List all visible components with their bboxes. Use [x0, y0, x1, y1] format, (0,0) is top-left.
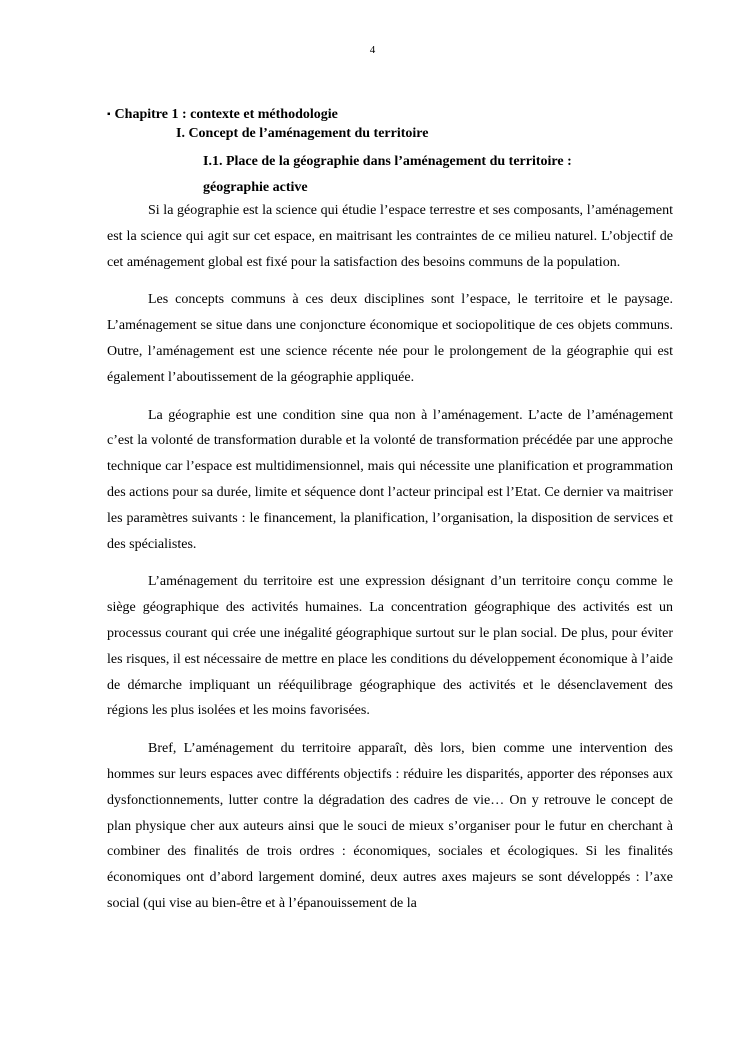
chapter-title: Chapitre 1 : contexte et méthodologie	[114, 107, 338, 122]
paragraph: Les concepts communs à ces deux disciplines sont l’espace, le territoire et le paysage. L’aménagement se situe dans une conjoncture économique et sociopolitique de ces objets communs. Outre, l’aménagement est une science récente née pour le prolongement de la géographie qui est également l’aboutissement de la géographie appliquée.	[107, 292, 673, 385]
chapter-heading	[107, 106, 673, 125]
paragraph: Bref, L’aménagement du territoire apparaît, dès lors, bien comme une intervention des hommes sur leurs espaces avec différents objectifs : réduire les disparités, apporter des réponses aux dysfonctionnements, lutter contre la dégradation des cadres de vie… On y retrouve le concept de plan physique cher aux auteurs ainsi que le souci de mieux s’organiser pour le futur en cherchant à combiner des finalités de trois ordres : économiques, sociales et écologiques. Si les finalités économiques ont d’abord largement dominé, deux autres axes majeurs se sont développés : l’axe social (qui vise au bien-être et à l’épanouissement de la	[107, 741, 673, 911]
page-number: 4	[369, 44, 376, 56]
paragraph: Si la géographie est la science qui étudie l’espace terrestre et ses composants, l’aménagement est la science qui agit sur cet espace, en maitrisant les contraintes de ce milieu naturel. L’objectif de cet aménagement global est fixé pour la satisfaction des besoins communs de la population.	[107, 203, 673, 270]
paragraph: L’aménagement du territoire est une expression désignant d’un territoire conçu comme le siège géographique des activités humaines. La concentration géographique des activités est un processus courant qui crée une inégalité géographique surtout sur le plan social. De plus, pour éviter les risques, il est nécessaire de mettre en place les conditions du développement économique à l’aide de démarche impliquant un rééquilibrage géographique des activités et le désenclavement des régions les plus isolées et les moins favorisées.	[107, 574, 673, 719]
document-body	[107, 106, 673, 917]
section-heading: I. Concept de l’aménagement du territoire	[176, 126, 429, 141]
paragraph: La géographie est une condition sine qua non à l’aménagement. L’acte de l’aménagement c’est la volonté de transformation durable et la volonté de transformation précédée par une approche technique car l’espace est multidimensionnel, mais qui nécessite une planification et programmation des actions pour sa durée, limite et séquence dont l’acteur principal est l’Etat. Ce dernier va maitriser les paramètres suivants : le financement, la planification, l’organisation, la disposition de services et des spécialistes.	[107, 407, 674, 552]
subsection-title-line2: géographie active	[203, 180, 308, 195]
subsection-title-line1: I.1. Place de la géographie dans l’aménagement du territoire :	[203, 154, 572, 169]
square-bullet-icon: ▪	[107, 109, 111, 120]
subsection-heading	[203, 149, 673, 201]
